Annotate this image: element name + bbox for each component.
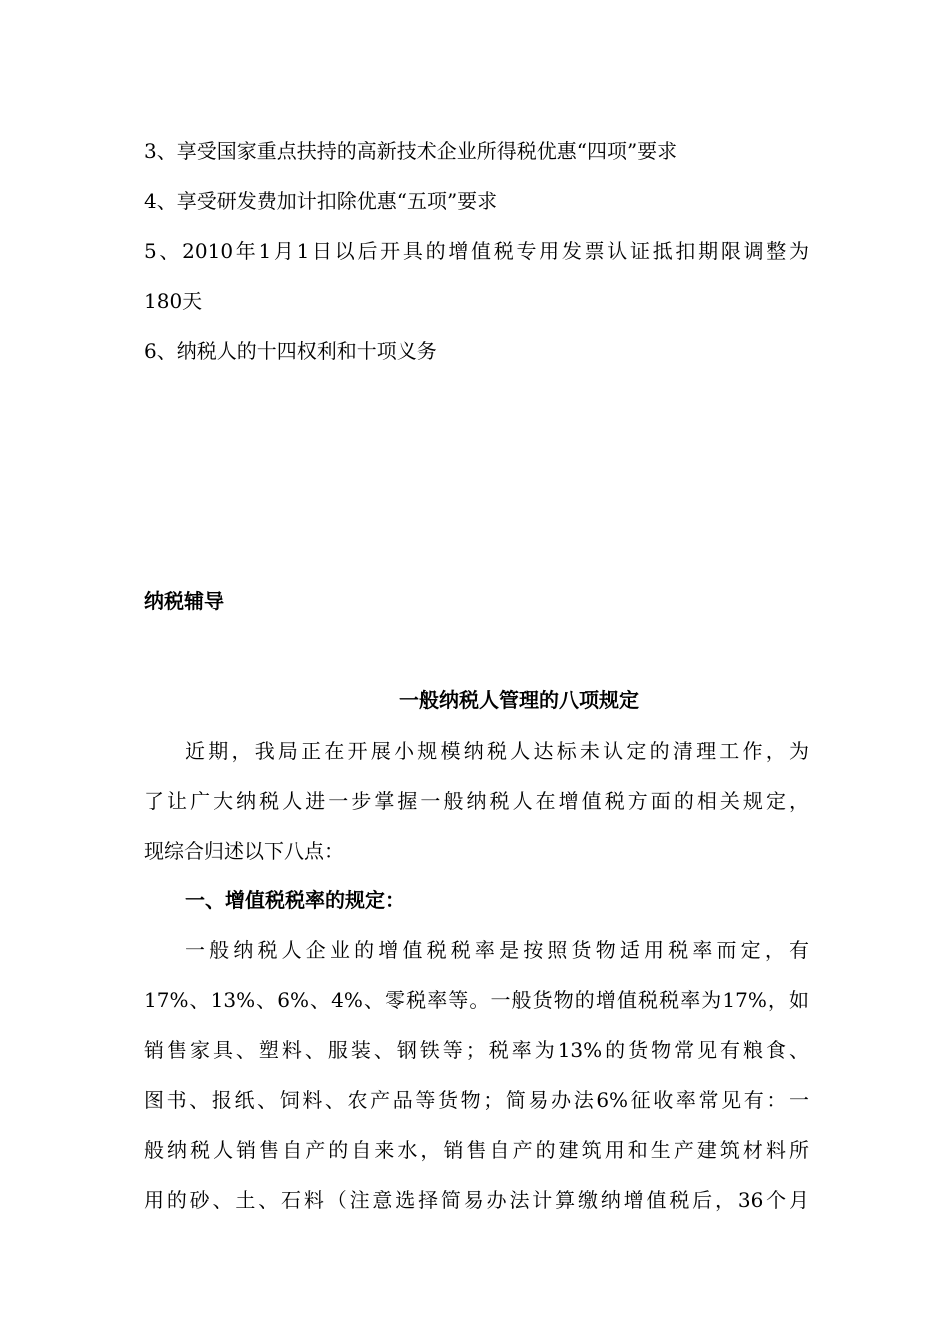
- paragraph-line: 一般纳税人企业的增值税税率是按照货物适用税率而定，有: [185, 938, 809, 962]
- paragraph-line: 17%、13%、6%、4%、零税率等。一般货物的增值税税率为17%，如: [144, 988, 809, 1012]
- paragraph-line: 了让广大纳税人进一步掌握一般纳税人在增值税方面的相关规定，: [144, 789, 809, 813]
- list-item: 5、2010年1月1日以后开具的增值税专用发票认证抵扣期限调整为: [144, 239, 809, 263]
- list-item: 3、享受国家重点扶持的高新技术企业所得税优惠“四项”要求: [144, 139, 678, 163]
- paragraph-line: 用的砂、土、石料（注意选择简易办法计算缴纳增值税后，36个月: [144, 1188, 809, 1212]
- section-heading: 一、增值税税率的规定：: [185, 888, 405, 912]
- paragraph-line: 销售家具、塑料、服装、钢铁等；税率为13%的货物常见有粮食、: [144, 1038, 809, 1062]
- paragraph-line: 近期，我局正在开展小规模纳税人达标未认定的清理工作，为: [185, 739, 809, 763]
- section-label: 纳税辅导: [144, 589, 224, 613]
- article-title: 一般纳税人管理的八项规定: [399, 688, 639, 712]
- paragraph-line: 现综合归述以下八点：: [144, 839, 344, 863]
- list-item: 6、纳税人的十四权利和十项义务: [144, 339, 437, 363]
- paragraph-line: 般纳税人销售自产的自来水，销售自产的建筑用和生产建筑材料所: [144, 1138, 809, 1162]
- paragraph-line: 图书、报纸、饲料、农产品等货物；简易办法6%征收率常见有：一: [144, 1088, 809, 1112]
- list-item-continuation: 180天: [144, 289, 203, 313]
- list-item: 4、享受研发费加计扣除优惠“五项”要求: [144, 189, 498, 213]
